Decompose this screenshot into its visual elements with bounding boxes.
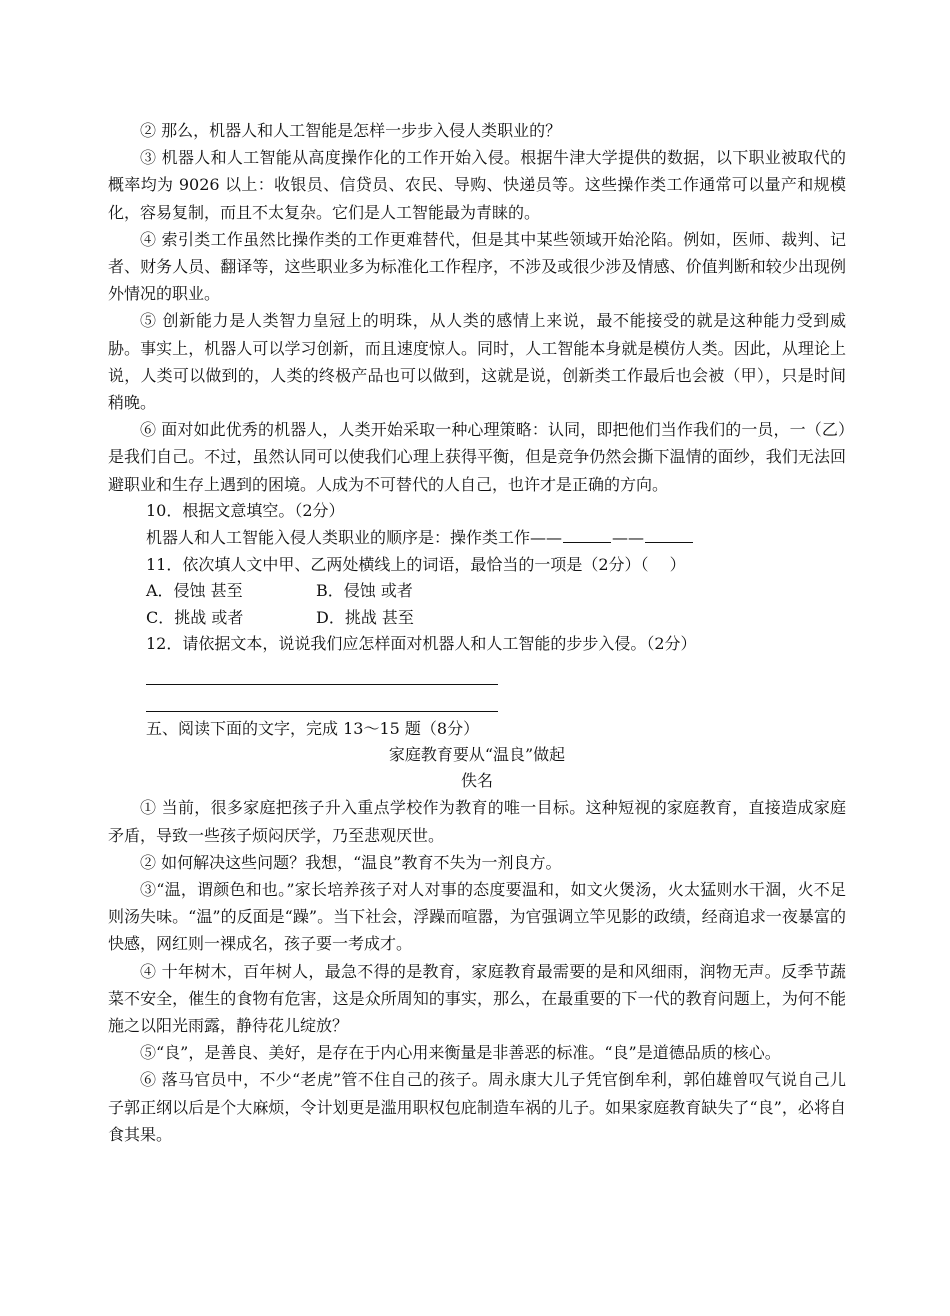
answer-line-1[interactable]: [146, 658, 498, 685]
answer-line-2[interactable]: [146, 685, 498, 712]
fill-dash: ——: [612, 528, 645, 548]
question-11: 11．依次填人文中甲、乙两处横线上的词语，最恰当的一项是（2分）（ ）: [146, 554, 686, 574]
option-b[interactable]: B．侵蚀 或者: [316, 581, 413, 601]
paragraph-6: ⑥ 面对如此优秀的机器人，人类开始采取一种心理策略：认同，即把他们当作我们的一员，一（乙）是我们自己。不过，虽然认同可以使我们心理上获得平衡，但是竞争仍然会撕下温情的面纱，我们无法回避职业和生存上遇到的困境。人成为不可替代的人自己，也许才是正确的方向。: [108, 420, 846, 494]
paragraph-2: ② 那么，机器人和人工智能是怎样一步步入侵人类职业的？: [140, 121, 562, 140]
option-d[interactable]: D．挑战 甚至: [316, 607, 414, 627]
section-5-heading: 五、阅读下面的文字，完成 13～15 题（8分）: [146, 718, 480, 738]
option-c[interactable]: C．挑战 或者: [146, 607, 244, 627]
paragraph-5: ⑤ 创新能力是人类智力皇冠上的明珠，从人类的感情上来说，最不能接受的就是这种能力受到威胁。事实上，机器人可以学习创新，而且速度惊人。同时，人工智能本身就是模仿人类。因此，从理论上说，人类可以做到的，人类的终极产品也可以做到，这就是说，创新类工作最后也会被（甲），只是时间稍晚。: [108, 311, 846, 413]
paragraph-3: ③ 机器人和人工智能从高度操作化的工作开始入侵。根据牛津大学提供的数据，以下职业被取代的概率均为 9026 以上：收银员、信贷员、农民、导购、快递员等。这些操作类工作通常可以量产和规模化，容易复制，而且不太复杂。它们是人工智能最为青睐的。: [108, 148, 846, 222]
article-paragraph-4: ④ 十年树木，百年树人，最急不得的是教育，家庭教育最需要的是和风细雨，润物无声。反季节蔬菜不安全，催生的食物有危害，这是众所周知的事实，那么，在最重要的下一代的教育问题上，为何不能施之以阳光雨露，静待花儿绽放？: [108, 961, 846, 1035]
article-paragraph-3: ③“温，谓颜色和也。”家长培养孩子对人对事的态度要温和，如文火煲汤，火太猛则水干涸，火不足则汤失味。“温”的反面是“躁”。当下社会，浮躁而喧嚣，为官强调立竿见影的政绩，经商追求一夜暴富的快感，网红则一裸成名，孩子要一考成才。: [108, 879, 846, 954]
question-10-fill: [108, 524, 846, 552]
fill-blank-2[interactable]: [645, 524, 693, 543]
document-page: [108, 117, 846, 1148]
paragraph-4: ④ 索引类工作虽然比操作类的工作更难替代，但是其中某些领域开始沦陷。例如，医师、裁判、记者、财务人员、翻译等，这些职业多为标准化工作程序，不涉及或很少涉及情感、价值判断和较少出现例外情况的职业。: [108, 229, 846, 304]
article-paragraph-1: ① 当前，很多家庭把孩子升入重点学校作为教育的唯一目标。这种短视的家庭教育，直接造成家庭矛盾，导致一些孩子烦闷厌学，乃至悲观厌世。: [108, 798, 846, 845]
article-author: 佚名: [460, 771, 493, 791]
article-paragraph-6: ⑥ 落马官员中，不少“老虎”管不住自己的孩子。周永康大儿子凭官倒牟利，郭伯雄曾叹气说自己儿子郭正纲以后是个大麻烦，令计划更是滥用职权包庇制造车祸的儿子。如果家庭教育缺失了“良”，必将自食其果。: [108, 1070, 846, 1144]
article-paragraph-5: ⑤“良”，是善良、美好，是存在于内心用来衡量是非善恶的标准。“良”是道德品质的核心。: [140, 1043, 781, 1063]
question-11-options-row-2: [108, 605, 846, 632]
article-title: 家庭教育要从“温良”做起: [388, 745, 566, 765]
article-paragraph-2: ② 如何解决这些问题？我想，“温良”教育不失为一剂良方。: [140, 852, 562, 872]
option-a[interactable]: A．侵蚀 甚至: [146, 581, 243, 601]
fill-blank-1[interactable]: [563, 524, 611, 543]
question-11-options-row-1: [108, 578, 846, 605]
question-12: 12．请依据文本，说说我们应怎样面对机器人和人工智能的步步入侵。（2分）: [146, 634, 697, 654]
question-10: 10．根据文意填空。（2分）: [146, 500, 345, 520]
fill-prefix: 机器人和人工智能入侵人类职业的顺序是：操作类工作——: [146, 528, 563, 548]
